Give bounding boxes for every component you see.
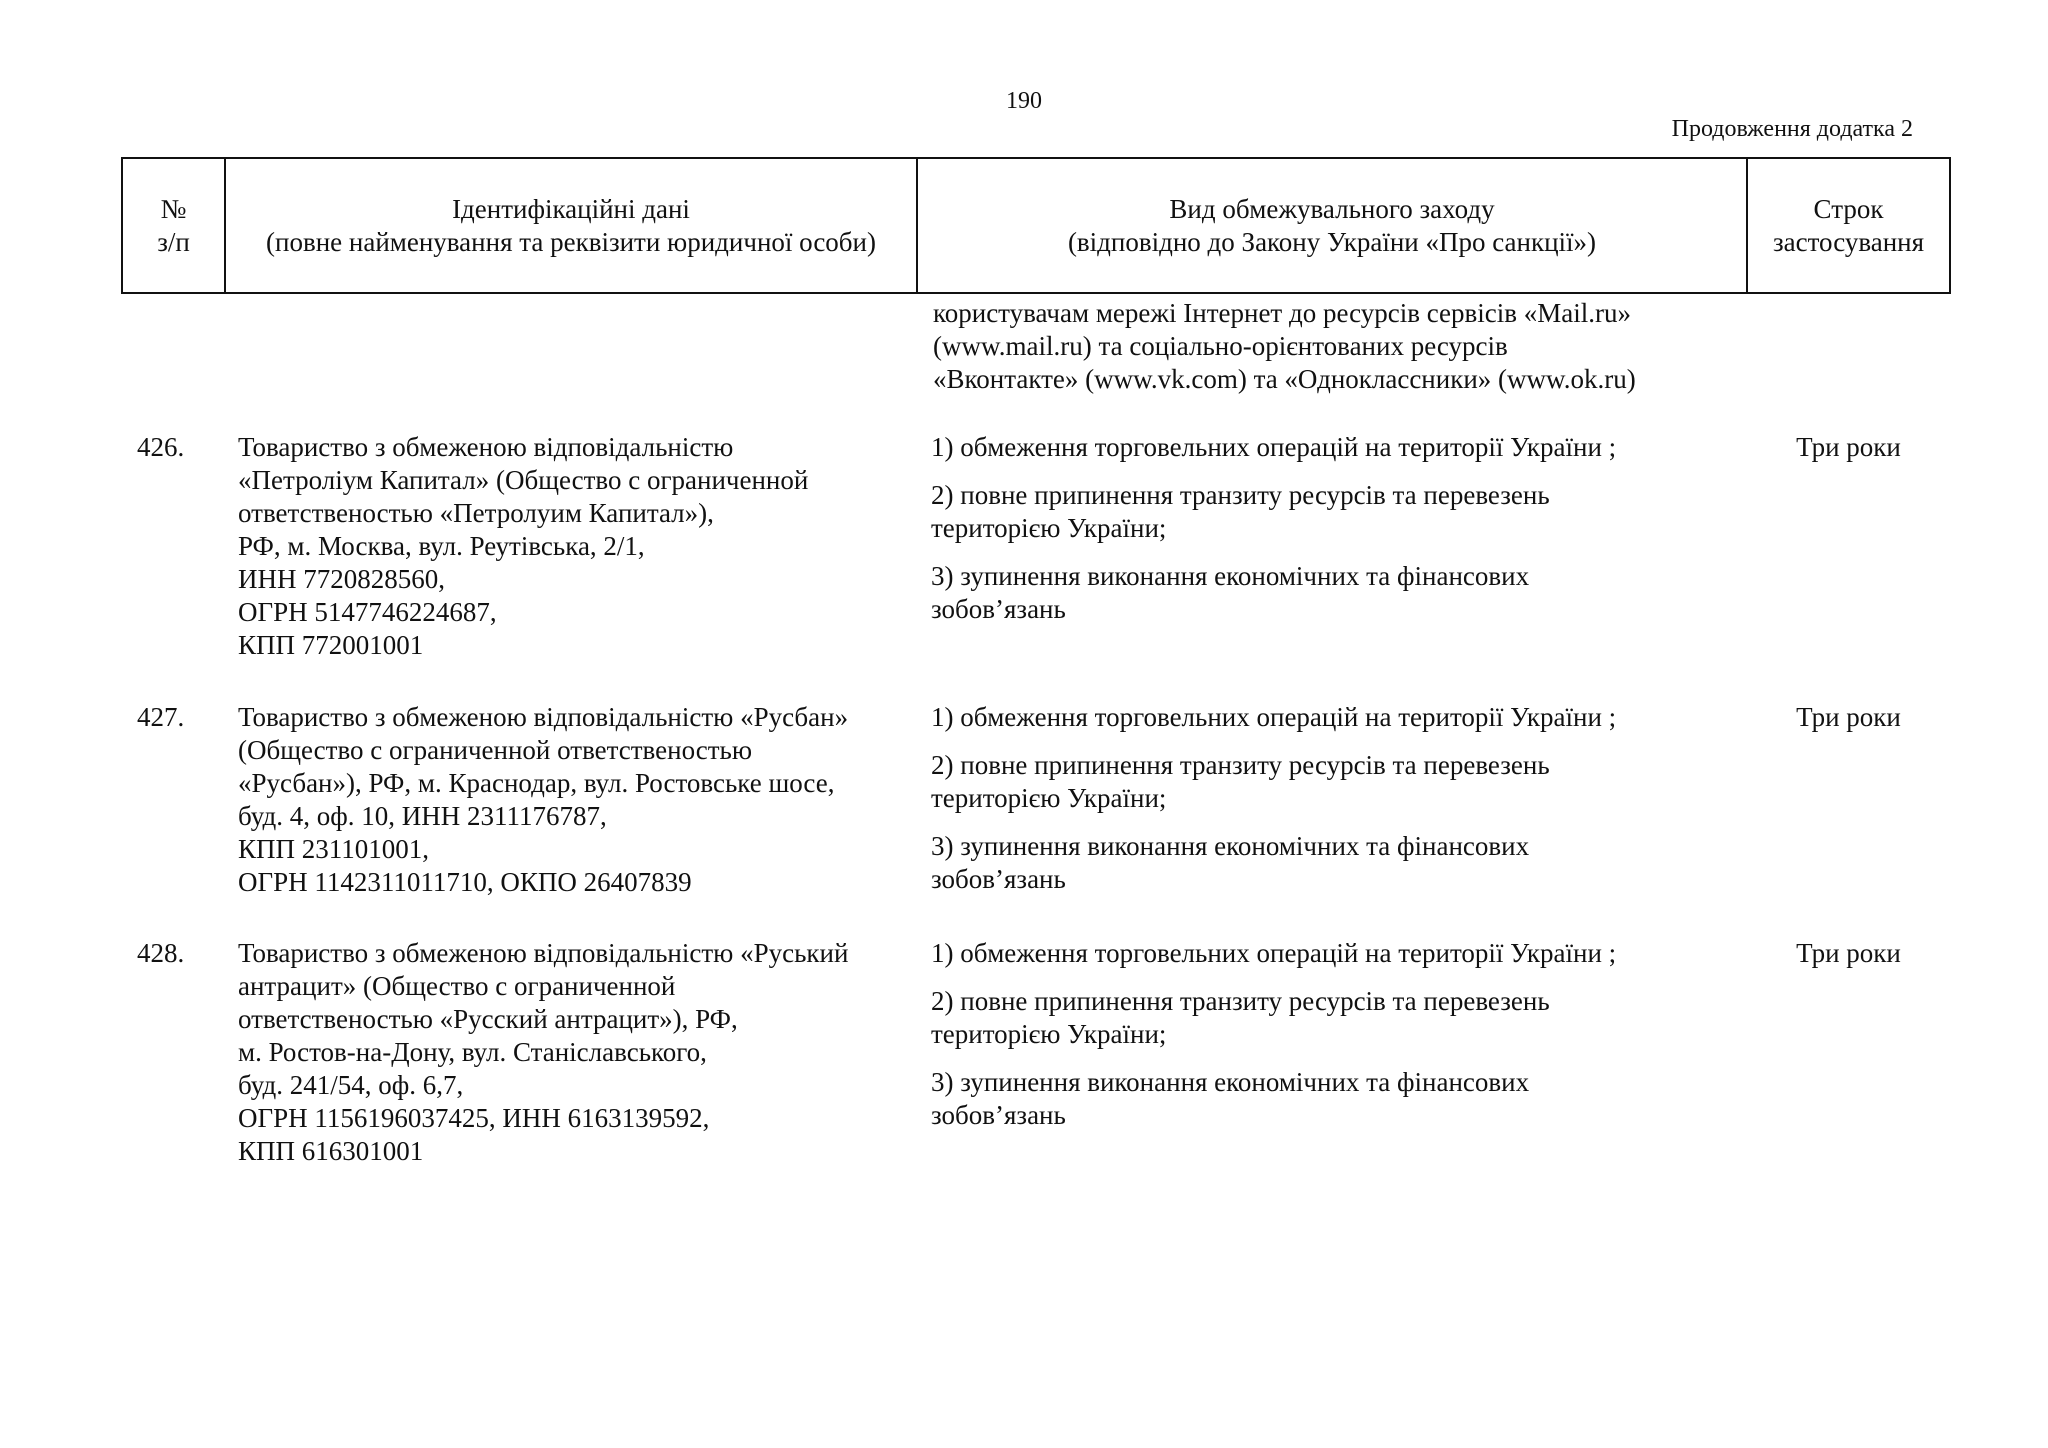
header-line: Ідентифікаційні дані (452, 193, 690, 224)
entity-line: буд. 4, оф. 10, ИНН 2311176787, (238, 801, 607, 831)
measure-item (931, 560, 1731, 626)
text-line: (www.mail.ru) та соціально-орієнтованих ресурсів (933, 331, 1508, 361)
measure-line: 3) зупинення виконання економічних та фінансових (931, 1067, 1530, 1097)
restrictive-measures (931, 431, 1731, 641)
table-header (121, 157, 1951, 294)
application-term: Три роки (1796, 938, 1901, 968)
continuation-note: Продовження додатка 2 (1671, 116, 1913, 142)
continued-measure-text (933, 297, 1733, 396)
entity-line: КПП 231101001, (238, 834, 430, 864)
entity-identification (238, 431, 928, 662)
entity-line: ОГРН 1142311011710, ОКПО 26407839 (238, 867, 692, 897)
measure-item (931, 479, 1731, 545)
measure-line: 2) повне припинення транзиту ресурсів та перевезень (931, 986, 1550, 1016)
header-line: (повне найменування та реквізити юридичної особи) (266, 226, 876, 257)
entity-line: ОГРН 5147746224687, (238, 597, 497, 627)
page-number: 190 (1006, 88, 1042, 114)
measure-line: 3) зупинення виконання економічних та фінансових (931, 831, 1530, 861)
entity-identification (238, 701, 928, 899)
row-number: 427. (137, 702, 185, 732)
text-line: користувачам мережі Інтернет до ресурсів сервісів «Mail.ru» (933, 298, 1632, 328)
measure-line: 2) повне припинення транзиту ресурсів та перевезень (931, 480, 1550, 510)
header-line: Строк (1813, 193, 1884, 224)
entity-line: антрацит» (Общество с ограниченной (238, 971, 676, 1001)
header-line: з/п (157, 226, 190, 257)
measure-line: територією України; (931, 513, 1167, 543)
header-line: Вид обмежувального заходу (1169, 193, 1495, 224)
measure-line: територією України; (931, 783, 1167, 813)
row-number: 428. (137, 938, 185, 968)
entity-line: ответственостью «Русский антрацит»), РФ, (238, 1004, 738, 1034)
header-line: № (160, 193, 187, 224)
header-term-column (1748, 159, 1949, 292)
measure-item (931, 937, 1731, 970)
entity-line: КПП 772001001 (238, 630, 424, 660)
entity-line: буд. 241/54, оф. 6,7, (238, 1070, 464, 1100)
entity-line: ответственостью «Петролуим Капитал»), (238, 498, 714, 528)
header-number-column (123, 159, 226, 292)
header-measure-type-column (918, 159, 1748, 292)
restrictive-measures (931, 701, 1731, 911)
measure-item (931, 749, 1731, 815)
measure-item (931, 431, 1731, 464)
entity-line: Товариство з обмеженою відповідальністю (238, 432, 734, 462)
measure-line: 2) повне припинення транзиту ресурсів та перевезень (931, 750, 1550, 780)
entity-line: «Русбан»), РФ, м. Краснодар, вул. Ростовське шосе, (238, 768, 835, 798)
entity-line: (Общество с ограниченной ответственостью (238, 735, 753, 765)
measure-line: 1) обмеження торговельних операцій на території України ; (931, 938, 1617, 968)
measure-line: зобов’язань (931, 864, 1066, 894)
row-number: 426. (137, 432, 185, 462)
measure-line: зобов’язань (931, 1100, 1066, 1130)
entity-line: РФ, м. Москва, вул. Реутівська, 2/1, (238, 531, 645, 561)
entity-line: ИНН 7720828560, (238, 564, 445, 594)
header-line: (відповідно до Закону України «Про санкції») (1067, 226, 1597, 257)
application-term: Три роки (1796, 432, 1901, 462)
entity-identification (238, 937, 928, 1168)
text-line: «Вконтакте» (www.vk.com) та «Одноклассники» (www.ok.ru) (933, 364, 1636, 394)
entity-line: КПП 616301001 (238, 1136, 424, 1166)
measure-item (931, 830, 1731, 896)
measure-line: 1) обмеження торговельних операцій на території України ; (931, 432, 1617, 462)
header-identification-column (226, 159, 918, 292)
measure-item (931, 985, 1731, 1051)
measure-item (931, 701, 1731, 734)
measure-line: територією України; (931, 1019, 1167, 1049)
entity-line: ОГРН 1156196037425, ИНН 6163139592, (238, 1103, 710, 1133)
measure-line: 1) обмеження торговельних операцій на території України ; (931, 702, 1617, 732)
measure-line: 3) зупинення виконання економічних та фінансових (931, 561, 1530, 591)
measure-line: зобов’язань (931, 594, 1066, 624)
entity-line: Товариство з обмеженою відповідальністю «Руський (238, 938, 849, 968)
measure-item (931, 1066, 1731, 1132)
entity-line: м. Ростов-на-Дону, вул. Станіславського, (238, 1037, 707, 1067)
entity-line: Товариство з обмеженою відповідальністю «Русбан» (238, 702, 849, 732)
restrictive-measures (931, 937, 1731, 1147)
application-term: Три роки (1796, 702, 1901, 732)
entity-line: «Петроліум Капитал» (Общество с ограниченной (238, 465, 809, 495)
header-line: застосування (1772, 226, 1925, 257)
